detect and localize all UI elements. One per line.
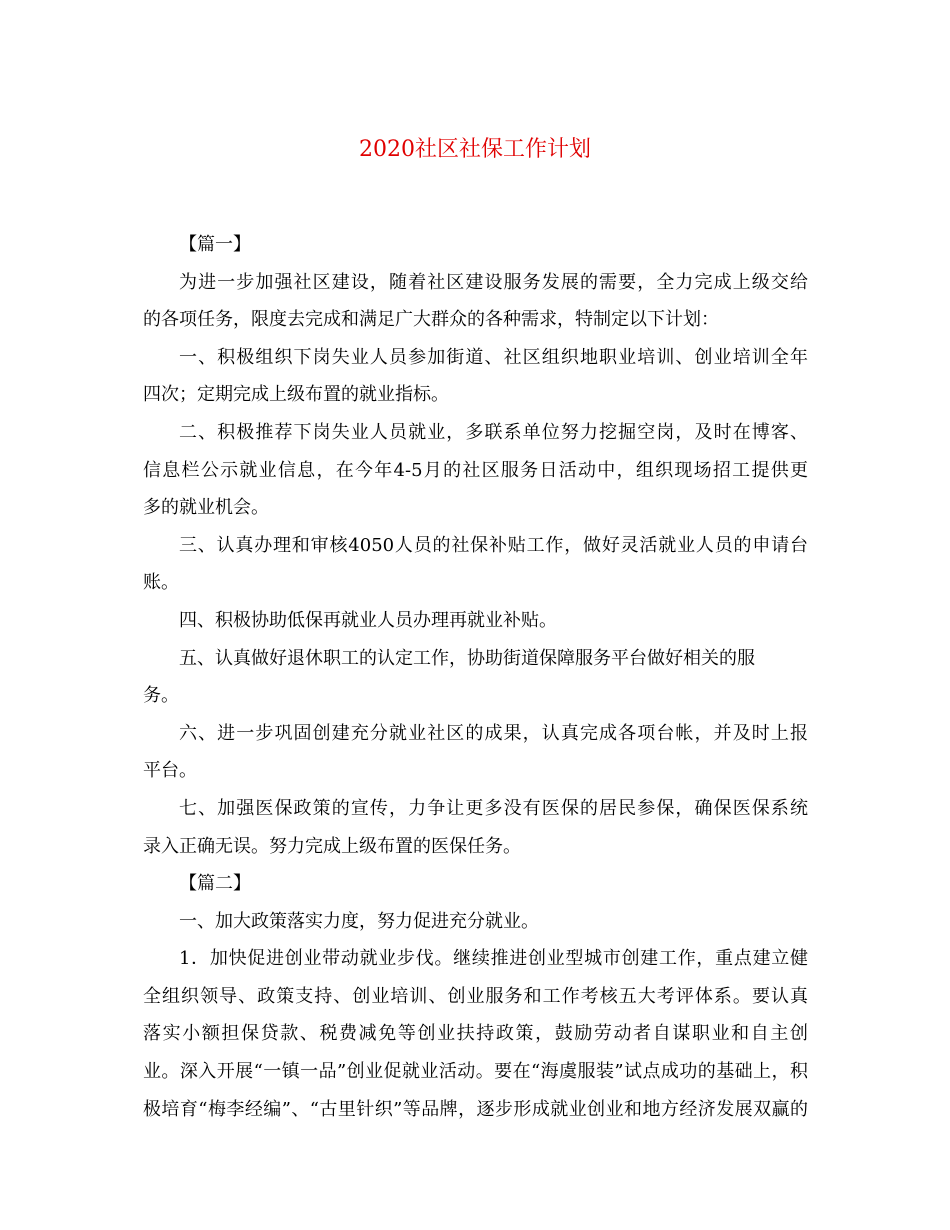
text-line: 的各项任务，限度去完成和满足广大群众的各种需求，特制定以下计划： bbox=[143, 309, 719, 331]
text-line: 二、积极推荐下岗失业人员就业，多联系单位努力挖掘空岗，及时在博客、 bbox=[179, 421, 808, 443]
text-line: 四次；定期完成上级布置的就业指标。 bbox=[143, 384, 449, 406]
document-body bbox=[143, 226, 808, 1128]
text-line: 三、认真办理和审核4050人员的社保补贴工作，做好灵活就业人员的申请台 bbox=[179, 534, 808, 556]
text-line: 1．加快促进创业带动就业步伐。继续推进创业型城市创建工作，重点建立健 bbox=[179, 948, 808, 970]
text-line: 录入正确无误。努力完成上级布置的医保任务。 bbox=[143, 835, 521, 857]
text-line: 四、积极协助低保再就业人员办理再就业补贴。 bbox=[179, 609, 557, 631]
text-line: 【篇二】 bbox=[179, 873, 251, 895]
text-line: 账。 bbox=[143, 572, 179, 594]
text-line: 业。深入开展“一镇一品”创业促就业活动。要在“海虞服装”试点成功的基础上，积 bbox=[143, 1061, 808, 1083]
text-line: 平台。 bbox=[143, 760, 197, 782]
text-line: 五、认真做好退休职工的认定工作，协助街道保障服务平台做好相关的服 bbox=[179, 647, 755, 669]
text-line: 信息栏公示就业信息，在今年4-5月的社区服务日活动中，组织现场招工提供更 bbox=[143, 459, 808, 481]
document-title: 2020社区社保工作计划 bbox=[359, 137, 591, 162]
text-line: 【篇一】 bbox=[179, 234, 251, 255]
text-line: 一、加大政策落实力度，努力促进充分就业。 bbox=[179, 910, 539, 932]
text-line: 六、进一步巩固创建充分就业社区的成果，认真完成各项台帐，并及时上报 bbox=[179, 722, 808, 744]
text-line: 为进一步加强社区建设，随着社区建设服务发展的需要，全力完成上级交给 bbox=[179, 271, 808, 293]
text-line: 落实小额担保贷款、税费减免等创业扶持政策，鼓励劳动者自谋职业和自主创 bbox=[143, 1023, 808, 1045]
text-line: 多的就业机会。 bbox=[143, 497, 269, 519]
text-line: 全组织领导、政策支持、创业培训、创业服务和工作考核五大考评体系。要认真 bbox=[143, 985, 808, 1007]
text-line: 务。 bbox=[143, 685, 179, 707]
text-line: 极培育“梅李经编”、“古里针织”等品牌，逐步形成就业创业和地方经济发展双赢的 bbox=[143, 1098, 808, 1120]
text-line: 一、积极组织下岗失业人员参加街道、社区组织地职业培训、创业培训全年 bbox=[179, 346, 808, 368]
text-line: 七、加强医保政策的宣传，力争让更多没有医保的居民参保，确保医保系统 bbox=[179, 797, 808, 819]
